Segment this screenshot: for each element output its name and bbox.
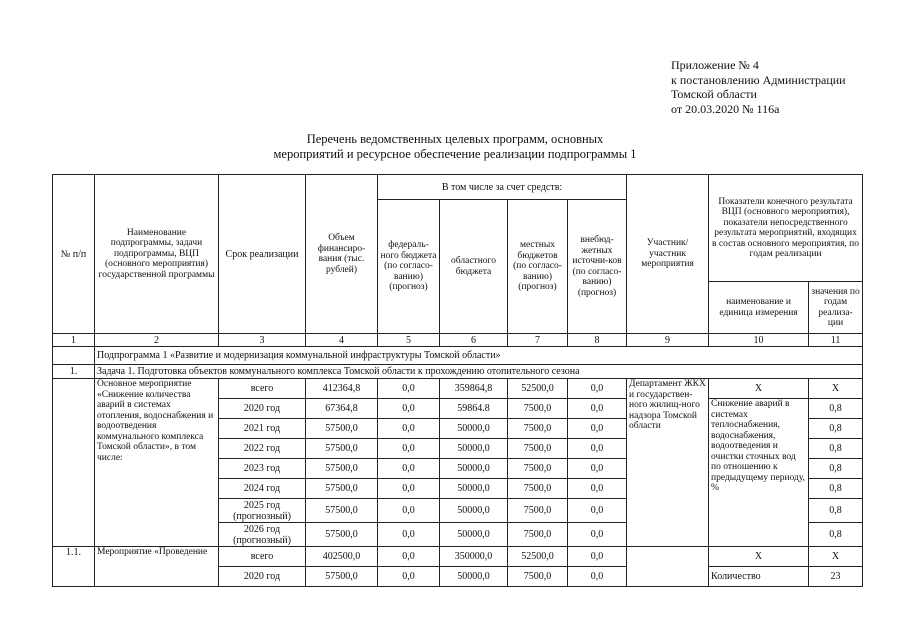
period-cell: 2025 год (прогнозный) [219, 499, 306, 523]
header-indicator-name: наименование и единица измерения [709, 282, 809, 334]
column-number: 11 [809, 334, 863, 347]
appendix-line: к постановлению Администрации [671, 72, 846, 87]
appendix-line: Приложение № 4 [671, 58, 759, 72]
subprogram-title: Подпрограмма 1 «Развитие и модернизация коммунальной инфраструктуры Томской области» [95, 347, 863, 365]
federal-cell: 0,0 [378, 499, 440, 523]
total-cell: 57500,0 [306, 499, 378, 523]
title-line: Перечень ведомственных целевых программ, основных [306, 132, 604, 146]
extra-cell: 0,0 [568, 379, 627, 399]
extra-cell: 0,0 [568, 459, 627, 479]
main-event-name: Основное мероприятие «Снижение количества аварий в системах отопления, водоснабжения и водоотведения коммунального комплекса Томской области», в том числе: [95, 379, 219, 547]
indicator-unit-cell: Х [709, 379, 809, 399]
column-number: 8 [568, 334, 627, 347]
column-number: 3 [219, 334, 306, 347]
indicator-value-cell: Х [809, 547, 863, 567]
table-row [53, 547, 863, 567]
column-number: 4 [306, 334, 378, 347]
total-cell: 57500,0 [306, 567, 378, 587]
regional-cell: 50000,0 [440, 523, 508, 547]
header-indicator-values: значения по годам реализа-ции [809, 282, 863, 334]
extra-cell: 0,0 [568, 439, 627, 459]
total-cell: 57500,0 [306, 439, 378, 459]
regional-cell: 50000,0 [440, 419, 508, 439]
federal-cell: 0,0 [378, 379, 440, 399]
total-cell: 67364,8 [306, 399, 378, 419]
participant-cell: Департамент ЖКХ и государствен-ного жилищ-ного надзора Томской области [627, 379, 709, 547]
header-num: № п/п [53, 175, 95, 334]
document-title [240, 132, 670, 162]
period-cell: 2020 год [219, 399, 306, 419]
column-numbers-row [53, 334, 863, 347]
indicator-value-cell: 0,8 [809, 399, 863, 419]
indicator-value-cell: 0,8 [809, 419, 863, 439]
local-cell: 7500,0 [508, 523, 568, 547]
header-participant: Участник/ участник мероприятия [627, 175, 709, 334]
local-cell: 52500,0 [508, 379, 568, 399]
regional-cell: 50000,0 [440, 479, 508, 499]
appendix-block [671, 58, 846, 116]
indicator-name-cell: Снижение аварий в системах теплоснабжения, водоснабжения, водоотведения и очистки сточных вод по отношению к предыдущему периоду, % [709, 399, 809, 547]
federal-cell: 0,0 [378, 459, 440, 479]
header-local: местных бюджетов (по согласо-ванию) (прогноз) [508, 200, 568, 334]
total-cell: 57500,0 [306, 523, 378, 547]
subprogram-row [53, 347, 863, 365]
federal-cell: 0,0 [378, 399, 440, 419]
column-number: 5 [378, 334, 440, 347]
event-name: Мероприятие «Проведение [95, 547, 219, 587]
period-cell: всего [219, 547, 306, 567]
federal-cell: 0,0 [378, 547, 440, 567]
extra-cell: 0,0 [568, 499, 627, 523]
appendix-line: от 20.03.2020 № 116а [671, 101, 780, 116]
programs-table [52, 174, 863, 587]
extra-cell: 0,0 [568, 547, 627, 567]
total-cell: 402500,0 [306, 547, 378, 567]
local-cell: 7500,0 [508, 439, 568, 459]
header-period: Срок реализации [219, 175, 306, 334]
title-line: мероприятий и ресурсное обеспечение реализации подпрограммы 1 [273, 147, 637, 161]
task-row [53, 365, 863, 379]
regional-cell: 50000,0 [440, 439, 508, 459]
federal-cell: 0,0 [378, 479, 440, 499]
table-row [53, 379, 863, 399]
extra-cell: 0,0 [568, 567, 627, 587]
extra-cell: 0,0 [568, 399, 627, 419]
local-cell: 7500,0 [508, 499, 568, 523]
federal-cell: 0,0 [378, 567, 440, 587]
regional-cell: 50000,0 [440, 499, 508, 523]
local-cell: 7500,0 [508, 459, 568, 479]
local-cell: 7500,0 [508, 479, 568, 499]
indicator-value-cell: 0,8 [809, 479, 863, 499]
task-title: Задача 1. Подготовка объектов коммунального комплекса Томской области к прохождению отопительного сезона [95, 365, 863, 379]
local-cell: 7500,0 [508, 399, 568, 419]
indicator-value-cell: 0,8 [809, 459, 863, 479]
column-number: 2 [95, 334, 219, 347]
extra-cell: 0,0 [568, 419, 627, 439]
column-number: 6 [440, 334, 508, 347]
total-cell: 57500,0 [306, 479, 378, 499]
period-cell: 2024 год [219, 479, 306, 499]
indicator-unit-cell: Х [709, 547, 809, 567]
appendix-line: Томской области [671, 87, 757, 101]
task-number: 1. [53, 365, 95, 379]
header-funds-group: В том числе за счет средств: [378, 175, 627, 200]
indicator-value-cell: Х [809, 379, 863, 399]
regional-cell: 50000,0 [440, 567, 508, 587]
local-cell: 7500,0 [508, 419, 568, 439]
column-number: 9 [627, 334, 709, 347]
indicator-value-cell: 0,8 [809, 499, 863, 523]
header-indicators-group: Показатели конечного результата ВЦП (основного мероприятия), показатели непосредственного результата мероприятий, входящих в состав основного мероприятия, по годам реализации [709, 175, 863, 282]
period-cell: 2022 год [219, 439, 306, 459]
column-number: 10 [709, 334, 809, 347]
extra-cell: 0,0 [568, 523, 627, 547]
header-federal: федераль-ного бюджета (по согласо-ванию) (прогноз) [378, 200, 440, 334]
period-cell: всего [219, 379, 306, 399]
period-cell: 2023 год [219, 459, 306, 479]
local-cell: 52500,0 [508, 547, 568, 567]
header-name: Наименование подпрограммы, задачи подпрограммы, ВЦП (основного мероприятия) государственной программы [95, 175, 219, 334]
participant-cell [627, 547, 709, 587]
regional-cell: 59864.8 [440, 399, 508, 419]
period-cell: 2021 год [219, 419, 306, 439]
column-number: 1 [53, 334, 95, 347]
indicator-value-cell: 0,8 [809, 439, 863, 459]
event-number: 1.1. [53, 547, 95, 587]
total-cell: 57500,0 [306, 419, 378, 439]
indicator-value-cell: 0,8 [809, 523, 863, 547]
federal-cell: 0,0 [378, 439, 440, 459]
extra-cell: 0,0 [568, 479, 627, 499]
total-cell: 412364,8 [306, 379, 378, 399]
header-regional: областного бюджета [440, 200, 508, 334]
federal-cell: 0,0 [378, 419, 440, 439]
indicator-value-cell: 23 [809, 567, 863, 587]
total-cell: 57500,0 [306, 459, 378, 479]
local-cell: 7500,0 [508, 567, 568, 587]
indicator-unit-cell: Количество [709, 567, 809, 587]
regional-cell: 359864,8 [440, 379, 508, 399]
federal-cell: 0,0 [378, 523, 440, 547]
header-volume: Объем финансиро-вания (тыс. рублей) [306, 175, 378, 334]
period-cell: 2020 год [219, 567, 306, 587]
regional-cell: 50000,0 [440, 459, 508, 479]
header-extra: внебюд-жетных источни-ков (по согласо-ванию) (прогноз) [568, 200, 627, 334]
regional-cell: 350000,0 [440, 547, 508, 567]
column-number: 7 [508, 334, 568, 347]
period-cell: 2026 год (прогнозный) [219, 523, 306, 547]
